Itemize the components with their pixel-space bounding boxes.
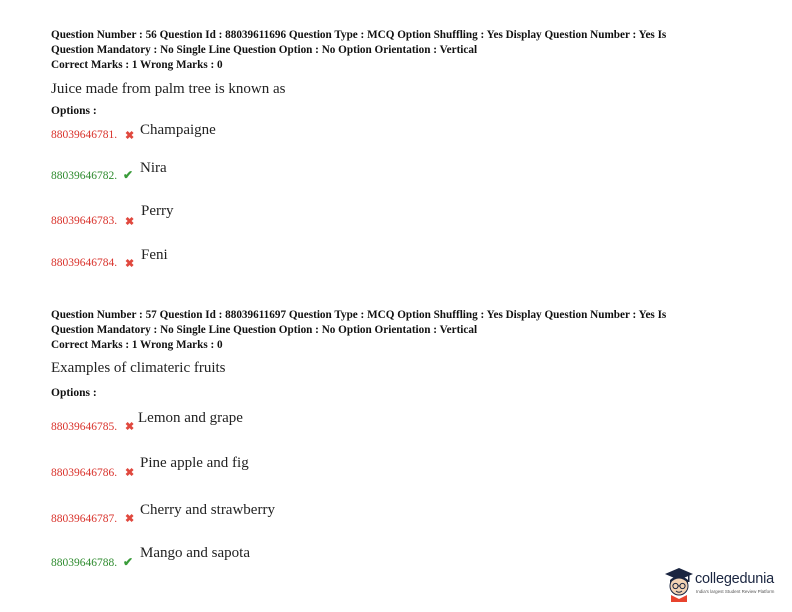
option-88039646787 bbox=[51, 502, 451, 528]
wrong-mark-icon: ✖ bbox=[125, 258, 135, 270]
question-57-meta bbox=[51, 308, 751, 353]
wrong-mark-icon: ✖ bbox=[125, 421, 135, 433]
option-text: Mango and sapota bbox=[140, 545, 250, 561]
option-id: 88039646785. bbox=[51, 421, 118, 433]
option-88039646783 bbox=[51, 203, 451, 229]
options-label: Options : bbox=[51, 105, 97, 117]
option-text: Perry bbox=[141, 203, 174, 219]
question-meta-line-1: Question Number : 56 Question Id : 88039611696 Question Type : MCQ Option Shuffling : Yes Display Question Number : Yes Is bbox=[51, 29, 667, 41]
question-57-text: Examples of climateric fruits bbox=[51, 360, 226, 376]
option-88039646786 bbox=[51, 455, 451, 481]
logo-tagline: India's largest Student Review Platform bbox=[696, 589, 775, 594]
question-marks: Correct Marks : 1 Wrong Marks : 0 bbox=[51, 339, 223, 351]
option-text: Feni bbox=[141, 247, 168, 263]
graduate-mascot-icon bbox=[664, 566, 694, 602]
option-text: Champaigne bbox=[140, 122, 216, 138]
option-88039646784 bbox=[51, 247, 451, 273]
options-label: Options : bbox=[51, 387, 97, 399]
option-text: Pine apple and fig bbox=[140, 455, 249, 471]
option-text: Lemon and grape bbox=[138, 410, 243, 426]
question-56-meta bbox=[51, 28, 751, 73]
wrong-mark-icon: ✖ bbox=[125, 467, 135, 479]
option-id: 88039646783. bbox=[51, 215, 118, 227]
check-mark-icon: ✔ bbox=[123, 168, 134, 182]
option-text: Nira bbox=[140, 160, 167, 176]
option-id: 88039646786. bbox=[51, 467, 118, 479]
option-88039646782 bbox=[51, 160, 451, 186]
collegedunia-logo bbox=[664, 566, 788, 604]
option-id: 88039646784. bbox=[51, 257, 118, 269]
question-meta-line-2: Question Mandatory : No Single Line Question Option : No Option Orientation : Vertical bbox=[51, 44, 478, 56]
option-id: 88039646787. bbox=[51, 513, 118, 525]
wrong-mark-icon: ✖ bbox=[125, 216, 135, 228]
option-88039646781 bbox=[51, 122, 451, 148]
option-88039646785 bbox=[51, 410, 451, 436]
wrong-mark-icon: ✖ bbox=[125, 513, 135, 525]
question-56-text: Juice made from palm tree is known as bbox=[51, 81, 286, 97]
option-88039646788 bbox=[51, 545, 451, 571]
logo-name: collegedunia bbox=[695, 571, 775, 587]
wrong-mark-icon: ✖ bbox=[125, 130, 135, 142]
question-meta-line-2: Question Mandatory : No Single Line Question Option : No Option Orientation : Vertical bbox=[51, 324, 478, 336]
question-marks: Correct Marks : 1 Wrong Marks : 0 bbox=[51, 59, 223, 71]
option-text: Cherry and strawberry bbox=[140, 502, 275, 518]
check-mark-icon: ✔ bbox=[123, 555, 134, 569]
option-id: 88039646788. bbox=[51, 557, 118, 569]
option-id: 88039646781. bbox=[51, 129, 118, 141]
option-id: 88039646782. bbox=[51, 170, 118, 182]
question-meta-line-1: Question Number : 57 Question Id : 88039611697 Question Type : MCQ Option Shuffling : Yes Display Question Number : Yes Is bbox=[51, 309, 667, 321]
